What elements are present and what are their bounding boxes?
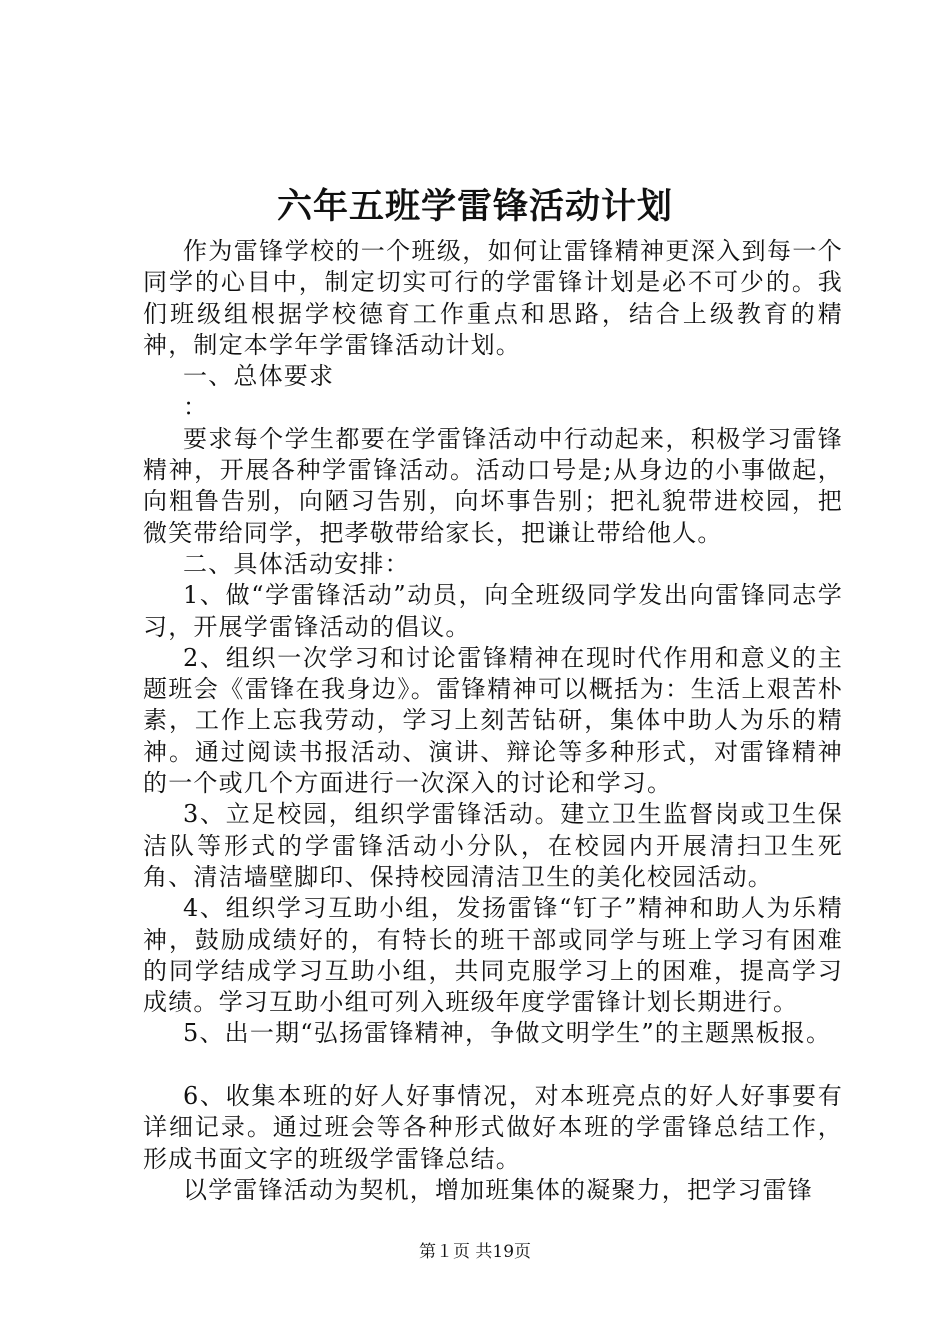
activity-item-6: 6、收集本班的好人好事情况，对本班亮点的好人好事要有详细记录。通过班会等各种形式做好本班的学雷锋总结工作，形成书面文字的班级学雷锋总结。 xyxy=(143,1082,843,1173)
document-title: 六年五班学雷锋活动计划 xyxy=(276,186,673,227)
page-footer: 第１页 共19页 xyxy=(418,1242,532,1262)
colon-line: ： xyxy=(183,393,209,422)
document-body xyxy=(143,236,843,1206)
blank-line xyxy=(143,1050,843,1081)
section-heading-activities: 二、具体活动安排： xyxy=(183,549,410,578)
activity-item-2: 2、组织一次学习和讨论雷锋精神在现时代作用和意义的主题班会《雷锋在我身边》。雷锋精神可以概括为：生活上艰苦朴素，工作上忘我劳动，学习上刻苦钻研，集体中助人为乐的精神。通过阅读书报活动、演讲、辩论等多种形式，对雷锋精神的一个或几个方面进行一次深入的讨论和学习。 xyxy=(143,643,843,798)
closing-paragraph: 以学雷锋活动为契机，增加班集体的凝聚力，把学习雷锋 xyxy=(183,1175,813,1204)
activity-item-1: 1、做“学雷锋活动”动员，向全班级同学发出向雷锋同志学习，开展学雷锋活动的倡议。 xyxy=(143,581,843,641)
activity-item-3: 3、立足校园，组织学雷锋活动。建立卫生监督岗或卫生保洁队等形式的学雷锋活动小分队，在校园内开展清扫卫生死角、清洁墙壁脚印、保持校园清洁卫生的美化校园活动。 xyxy=(143,800,843,891)
activity-item-5: 5、出一期“弘扬雷锋精神，争做文明学生”的主题黑板报。 xyxy=(183,1019,832,1048)
section-heading-overall: 一、总体要求 xyxy=(183,362,335,391)
intro-paragraph: 作为雷锋学校的一个班级，如何让雷锋精神更深入到每一个同学的心目中，制定切实可行的学雷锋计划是必不可少的。我们班级组根据学校德育工作重点和思路，结合上级教育的精神，制定本学年学雷锋活动计划。 xyxy=(143,237,843,359)
activity-item-4: 4、组织学习互助小组，发扬雷锋“钉子”精神和助人为乐精神，鼓励成绩好的，有特长的班干部或同学与班上学习有困难的同学结成学习互助小组，共同克服学习上的困难，提高学习成绩。学习互助小组可列入班级年度学雷锋计划长期进行。 xyxy=(143,894,843,1017)
requirements-paragraph: 要求每个学生都要在学雷锋活动中行动起来，积极学习雷锋精神，开展各种学雷锋活动。活动口号是;从身边的小事做起，向粗鲁告别，向陋习告别，向坏事告别；把礼貌带进校园，把微笑带给同学，把孝敬带给家长，把谦让带给他人。 xyxy=(143,424,843,547)
